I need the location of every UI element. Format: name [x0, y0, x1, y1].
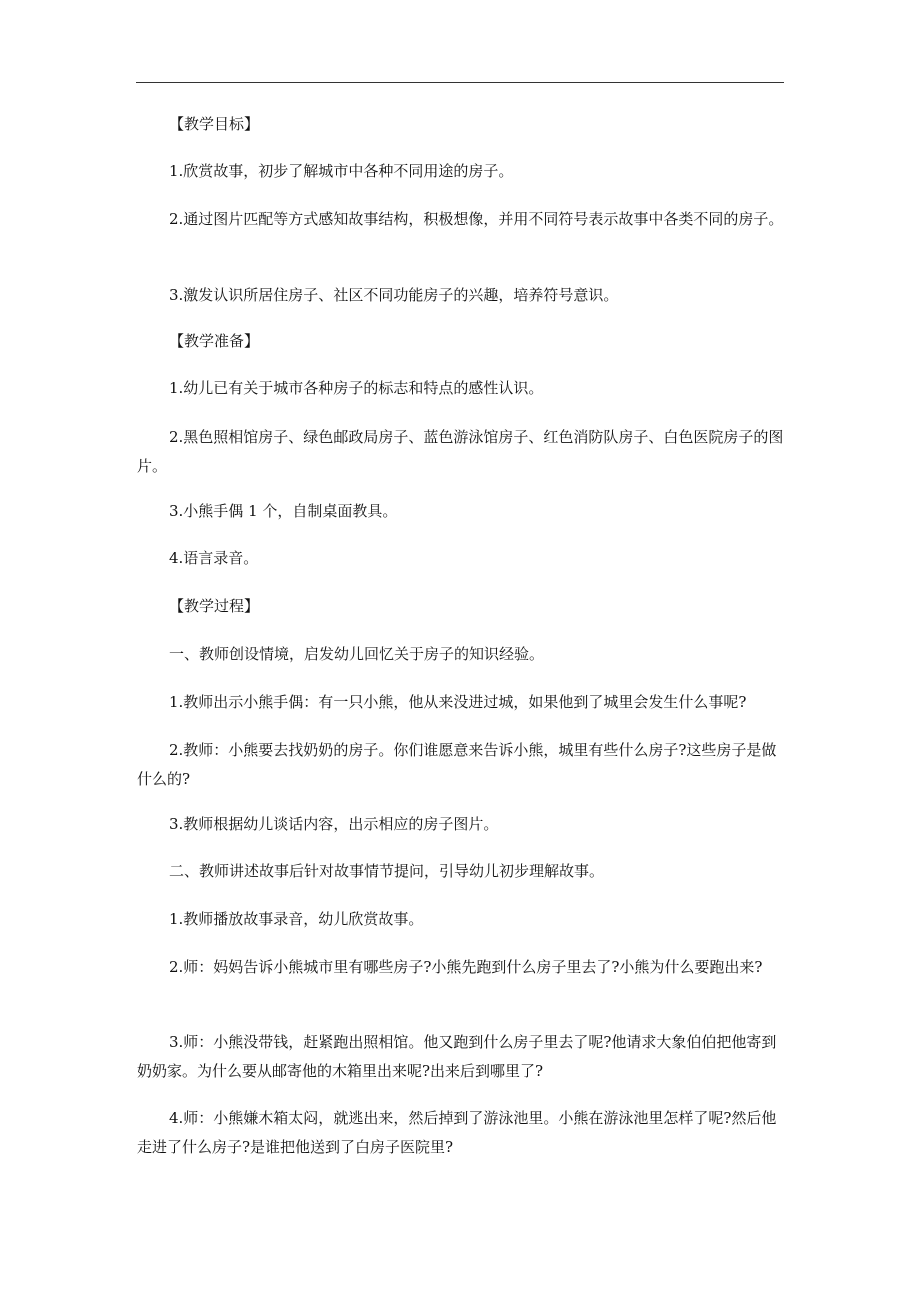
section-heading-preparation: 【教学准备】: [169, 332, 260, 350]
paragraph: 1.欣赏故事，初步了解城市中各种不同用途的房子。: [169, 162, 514, 180]
paragraph: 4.语言录音。: [169, 549, 259, 567]
paragraph: 3.师：小熊没带钱，赶紧跑出照相馆。他又跑到什么房子里去了呢?他请求大象伯伯把他寄到奶奶家。为什么要从邮寄他的木箱里出来呢?出来后到哪里了?: [137, 1033, 777, 1080]
paragraph: 3.教师根据幼儿谈话内容，出示相应的房子图片。: [169, 815, 499, 833]
paragraph: 2.教师：小熊要去找奶奶的房子。你们谁愿意来告诉小熊，城里有些什么房子?这些房子是做什么的?: [137, 741, 777, 788]
paragraph: 1.教师出示小熊手偶：有一只小熊，他从来没进过城，如果他到了城里会发生什么事呢?: [169, 693, 747, 711]
paragraph: 1.幼儿已有关于城市各种房子的标志和特点的感性认识。: [169, 379, 544, 397]
paragraph: 2.通过图片匹配等方式感知故事结构，积极想像，并用不同符号表示故事中各类不同的房子。: [169, 210, 784, 228]
header-rule: [136, 82, 784, 83]
paragraph: 4.师：小熊嫌木箱太闷，就逃出来，然后掉到了游泳池里。小熊在游泳池里怎样了呢?然后他走进了什么房子?是谁把他送到了白房子医院里?: [137, 1109, 777, 1156]
paragraph: 1.教师播放故事录音，幼儿欣赏故事。: [169, 910, 424, 928]
section-heading-goals: 【教学目标】: [169, 115, 260, 133]
paragraph: 一、教师创设情境，启发幼儿回忆关于房子的知识经验。: [169, 645, 545, 663]
paragraph: 2.师：妈妈告诉小熊城市里有哪些房子?小熊先跑到什么房子里去了?小熊为什么要跑出来?: [169, 958, 763, 976]
paragraph: 3.小熊手偶 1 个，自制桌面教具。: [169, 502, 398, 520]
section-heading-process: 【教学过程】: [169, 597, 260, 615]
paragraph: 3.激发认识所居住房子、社区不同功能房子的兴趣，培养符号意识。: [169, 286, 619, 304]
paragraph: 2.黑色照相馆房子、绿色邮政局房子、蓝色游泳馆房子、红色消防队房子、白色医院房子的图片。: [137, 428, 784, 475]
paragraph: 二、教师讲述故事后针对故事情节提问，引导幼儿初步理解故事。: [169, 862, 605, 880]
